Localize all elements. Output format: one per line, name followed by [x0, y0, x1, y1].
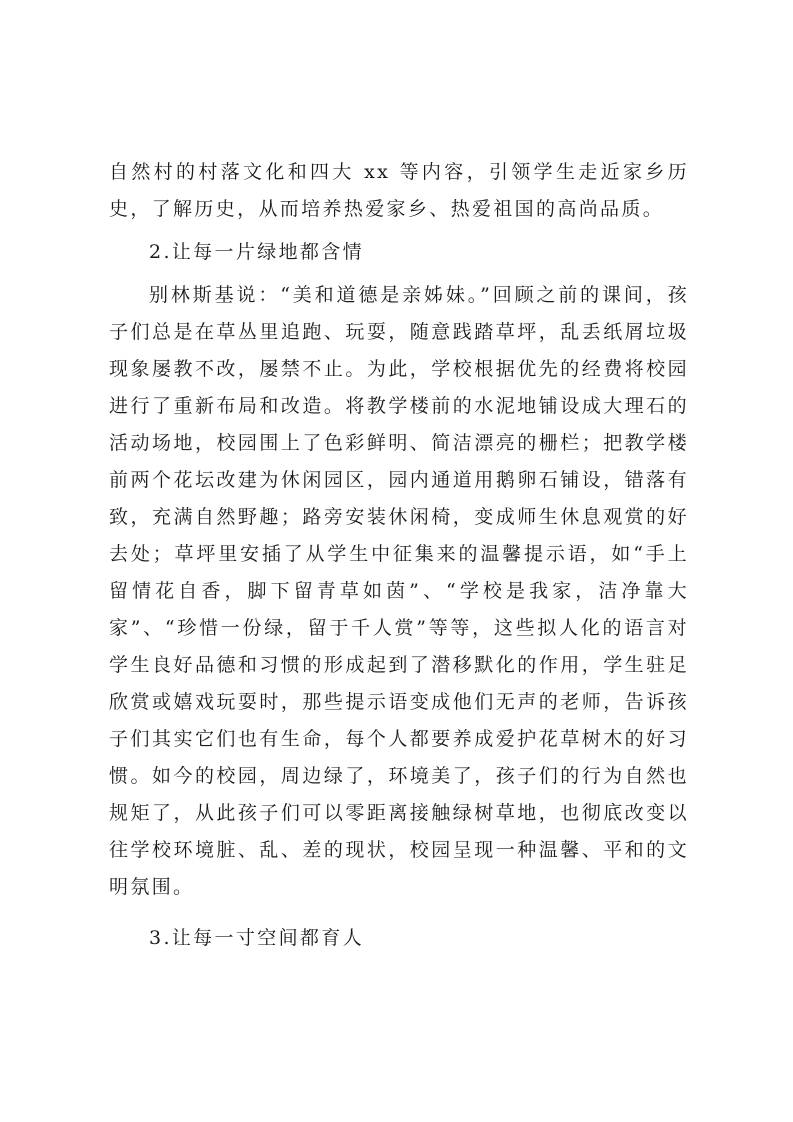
document-body: [109, 154, 689, 957]
paragraph-greenland: 别林斯基说：“美和道德是亲姊妹。”回顾之前的课间，孩子们总是在草丛里追跑、玩耍，随意践踏草坪，乱丢纸屑垃圾现象屡教不改，屡禁不止。为此，学校根据优先的经费将校园进行了重新布局和改造。将教学楼前的水泥地铺设成大理石的活动场地，校园围上了色彩鲜明、简洁漂亮的栅栏；把教学楼前两个花坛改建为休闲园区，园内通道用鹅卵石铺设，错落有致，充满自然野趣；路旁安装休闲椅，变成师生休息观赏的好去处；草坪里安插了从学生中征集来的温馨提示语，如“手上留情花自香，脚下留青草如茵”、“学校是我家，洁净靠大家”、“珍惜一份绿，留于千人赏”等等，这些拟人化的语言对学生良好品德和习惯的形成起到了潜移默化的作用，学生驻足欣赏或嬉戏玩耍时，那些提示语变成他们无声的老师，告诉孩子们其实它们也有生命，每个人都要养成爱护花草树木的好习惯。如今的校园，周边绿了，环境美了，孩子们的行为自然也规矩了，从此孩子们可以零距离接触绿树草地，也彻底改变以往学校环境脏、乱、差的现状，校园呈现一种温馨、平和的文明氛围。: [109, 284, 689, 898]
section-heading-3: 3.让每一寸空间都育人: [149, 927, 364, 949]
paragraph-continuation: 自然村的村落文化和四大 xx 等内容，引领学生走近家乡历史，了解历史，从而培养热爱家乡、热爱祖国的高尚品质。: [109, 161, 689, 220]
section-heading-2: 2.让每一片绿地都含情: [149, 241, 364, 263]
